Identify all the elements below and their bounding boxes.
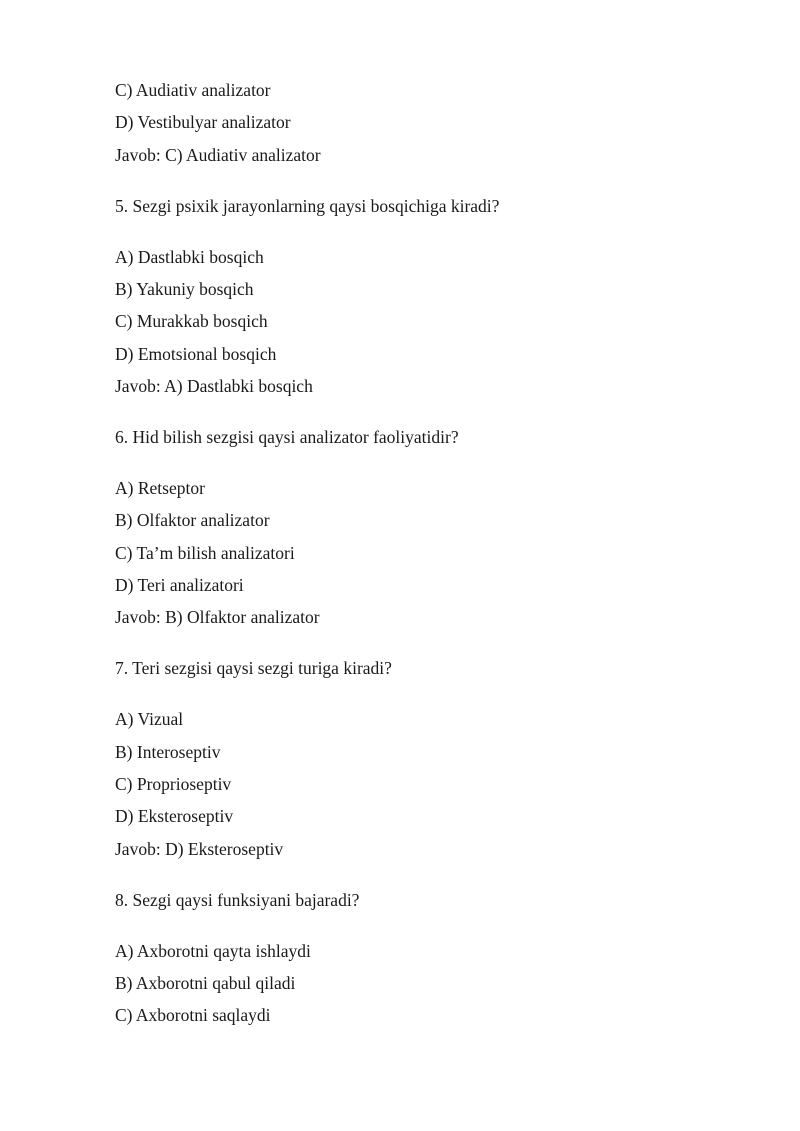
question-text: 7. Teri sezgisi qaysi sezgi turiga kiradi? bbox=[115, 658, 392, 679]
answer-line: Javob: D) Eksteroseptiv bbox=[115, 838, 284, 859]
option-line: D) Teri analizatori bbox=[115, 575, 244, 596]
question-text: 5. Sezgi psixik jarayonlarning qaysi bosqichiga kiradi? bbox=[115, 195, 500, 216]
option-line: C) Axborotni saqlaydi bbox=[115, 1005, 271, 1026]
answer-line: Javob: B) Olfaktor analizator bbox=[115, 607, 320, 628]
option-line: A) Axborotni qayta ishlaydi bbox=[115, 940, 311, 961]
document-page bbox=[115, 74, 755, 1032]
option-line: C) Audiativ analizator bbox=[115, 80, 271, 100]
option-line: B) Interoseptiv bbox=[115, 741, 221, 762]
question-text: 8. Sezgi qaysi funksiyani bajaradi? bbox=[115, 889, 360, 910]
option-line: B) Yakuniy bosqich bbox=[115, 278, 254, 299]
option-line: C) Ta’m bilish analizatori bbox=[115, 542, 295, 563]
answer-line: Javob: C) Audiativ analizator bbox=[115, 144, 321, 165]
option-line: D) Vestibulyar analizator bbox=[115, 112, 291, 133]
answer-line: Javob: A) Dastlabki bosqich bbox=[115, 376, 313, 397]
option-line: B) Axborotni qabul qiladi bbox=[115, 972, 296, 993]
option-line: A) Retseptor bbox=[115, 477, 205, 498]
option-line: B) Olfaktor analizator bbox=[115, 510, 270, 531]
option-line: C) Proprioseptiv bbox=[115, 774, 232, 795]
option-line: C) Murakkab bosqich bbox=[115, 311, 268, 332]
option-line: A) Dastlabki bosqich bbox=[115, 246, 264, 267]
question-text: 6. Hid bilish sezgisi qaysi analizator faoliyatidir? bbox=[115, 427, 459, 448]
option-line: D) Emotsional bosqich bbox=[115, 343, 277, 364]
option-line: D) Eksteroseptiv bbox=[115, 806, 234, 827]
option-line: A) Vizual bbox=[115, 709, 184, 730]
